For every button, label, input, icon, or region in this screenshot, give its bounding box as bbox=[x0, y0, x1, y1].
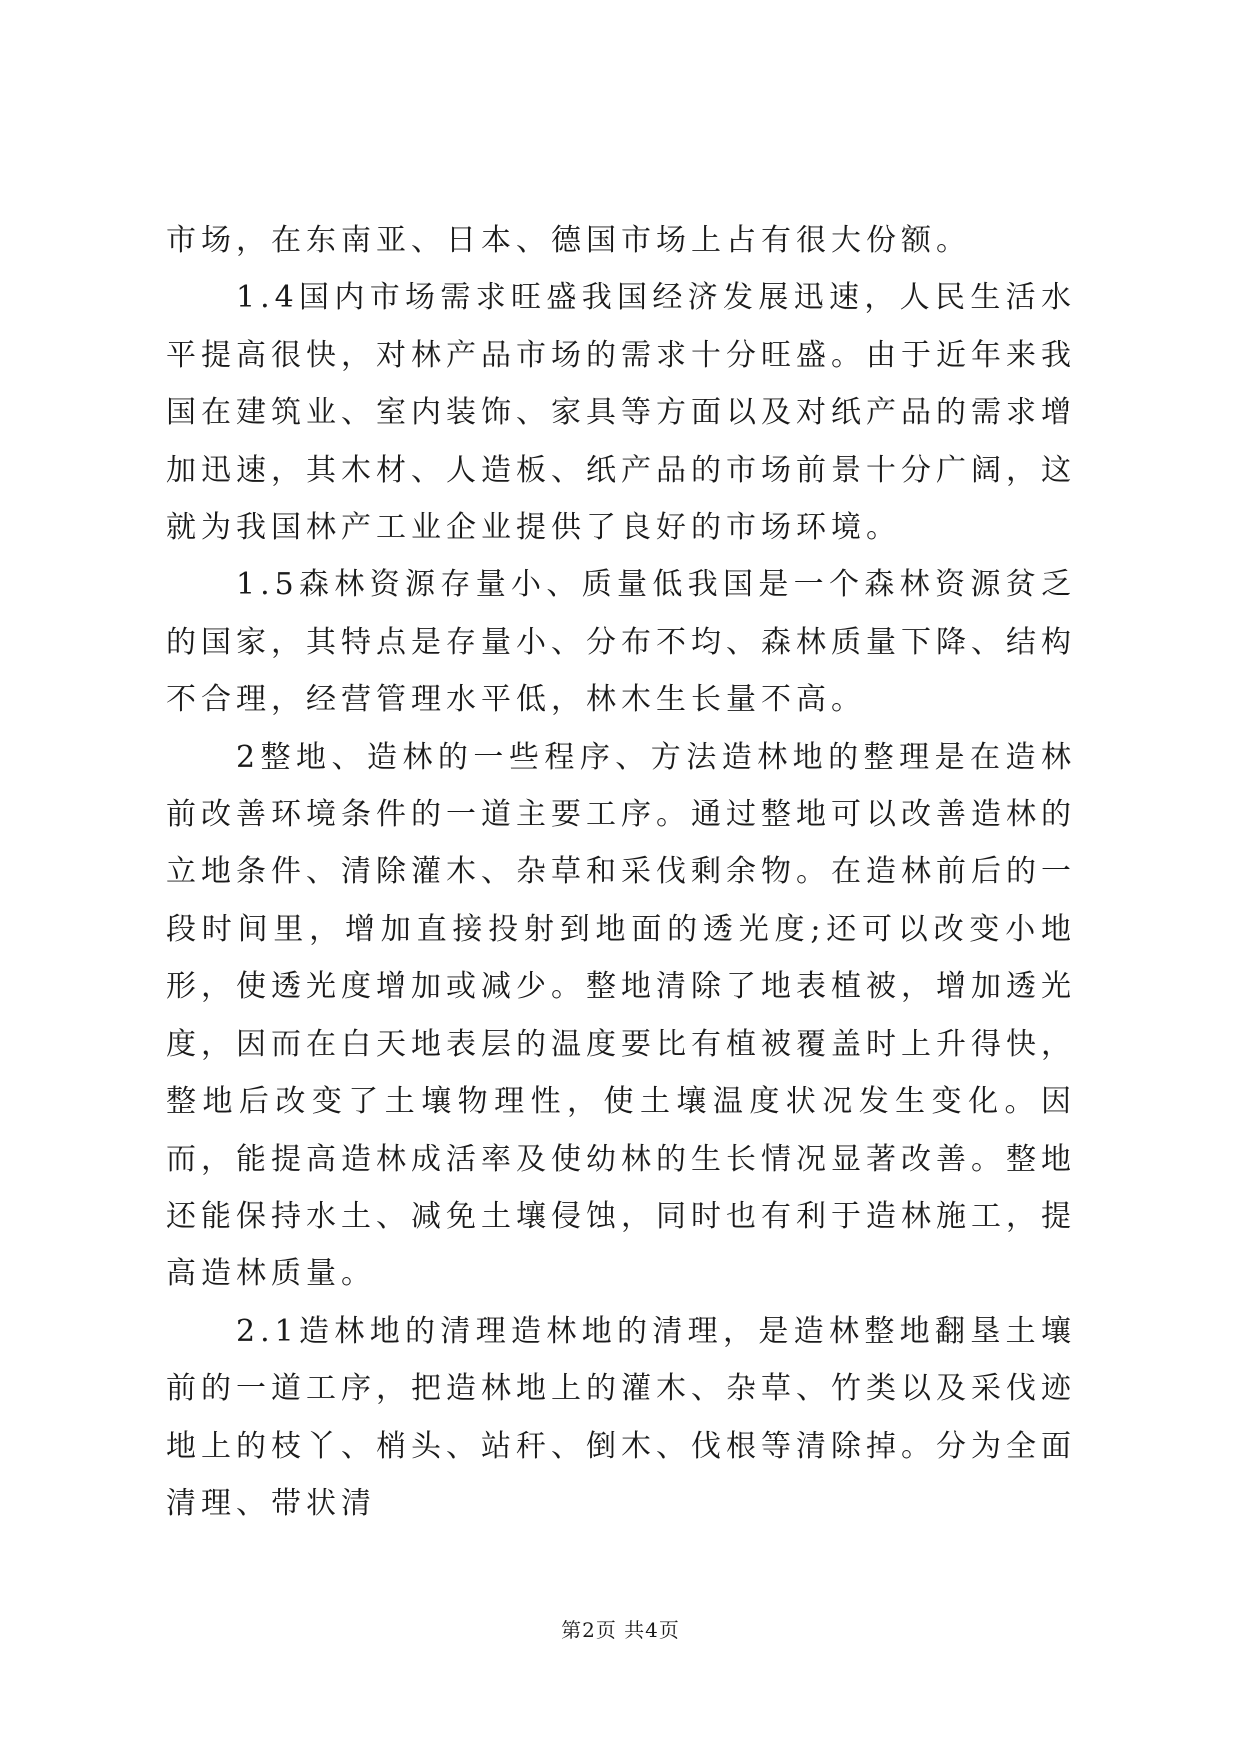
paragraph-section-2: 2整地、造林的一些程序、方法造林地的整理是在造林前改善环境条件的一道主要工序。通过整地可以改善造林的立地条件、清除灌木、杂草和采伐剩余物。在造林前后的一段时间里，增加直接投射到地面的透光度;还可以改变小地形，使透光度增加或减少。整地清除了地表植被，增加透光度，因而在白天地表层的温度要比有植被覆盖时上升得快，整地后改变了土壤物理性，使土壤温度状况发生变化。因而，能提高造林成活率及使幼林的生长情况显著改善。整地还能保持水土、减免土壤侵蚀，同时也有利于造林施工，提高造林质量。 bbox=[166, 739, 1076, 1292]
paragraph-section-1-4: 1.4国内市场需求旺盛我国经济发展迅速，人民生活水平提高很快，对林产品市场的需求十分旺盛。由于近年来我国在建筑业、室内装饰、家具等方面以及对纸产品的需求增加迅速，其木材、人造板、纸产品的市场前景十分广阔，这就为我国林产工业企业提供了良好的市场环境。 bbox=[166, 280, 1076, 546]
paragraph-section-2-1: 2.1造林地的清理造林地的清理，是造林整地翻垦土壤前的一道工序，把造林地上的灌木、杂草、竹类以及采伐迹地上的枝丫、梢头、站秆、倒木、伐根等清除掉。分为全面清理、带状清 bbox=[166, 1313, 1076, 1521]
page-number-footer: 第2页 共4页 bbox=[561, 1618, 680, 1642]
document-body bbox=[166, 212, 1076, 1532]
paragraph-section-1-5: 1.5森林资源存量小、质量低我国是一个森林资源贫乏的国家，其特点是存量小、分布不均、森林质量下降、结构不合理，经营管理水平低，林木生长量不高。 bbox=[166, 567, 1076, 718]
paragraph-continuation: 市场，在东南亚、日本、德国市场上占有很大份额。 bbox=[166, 223, 971, 258]
